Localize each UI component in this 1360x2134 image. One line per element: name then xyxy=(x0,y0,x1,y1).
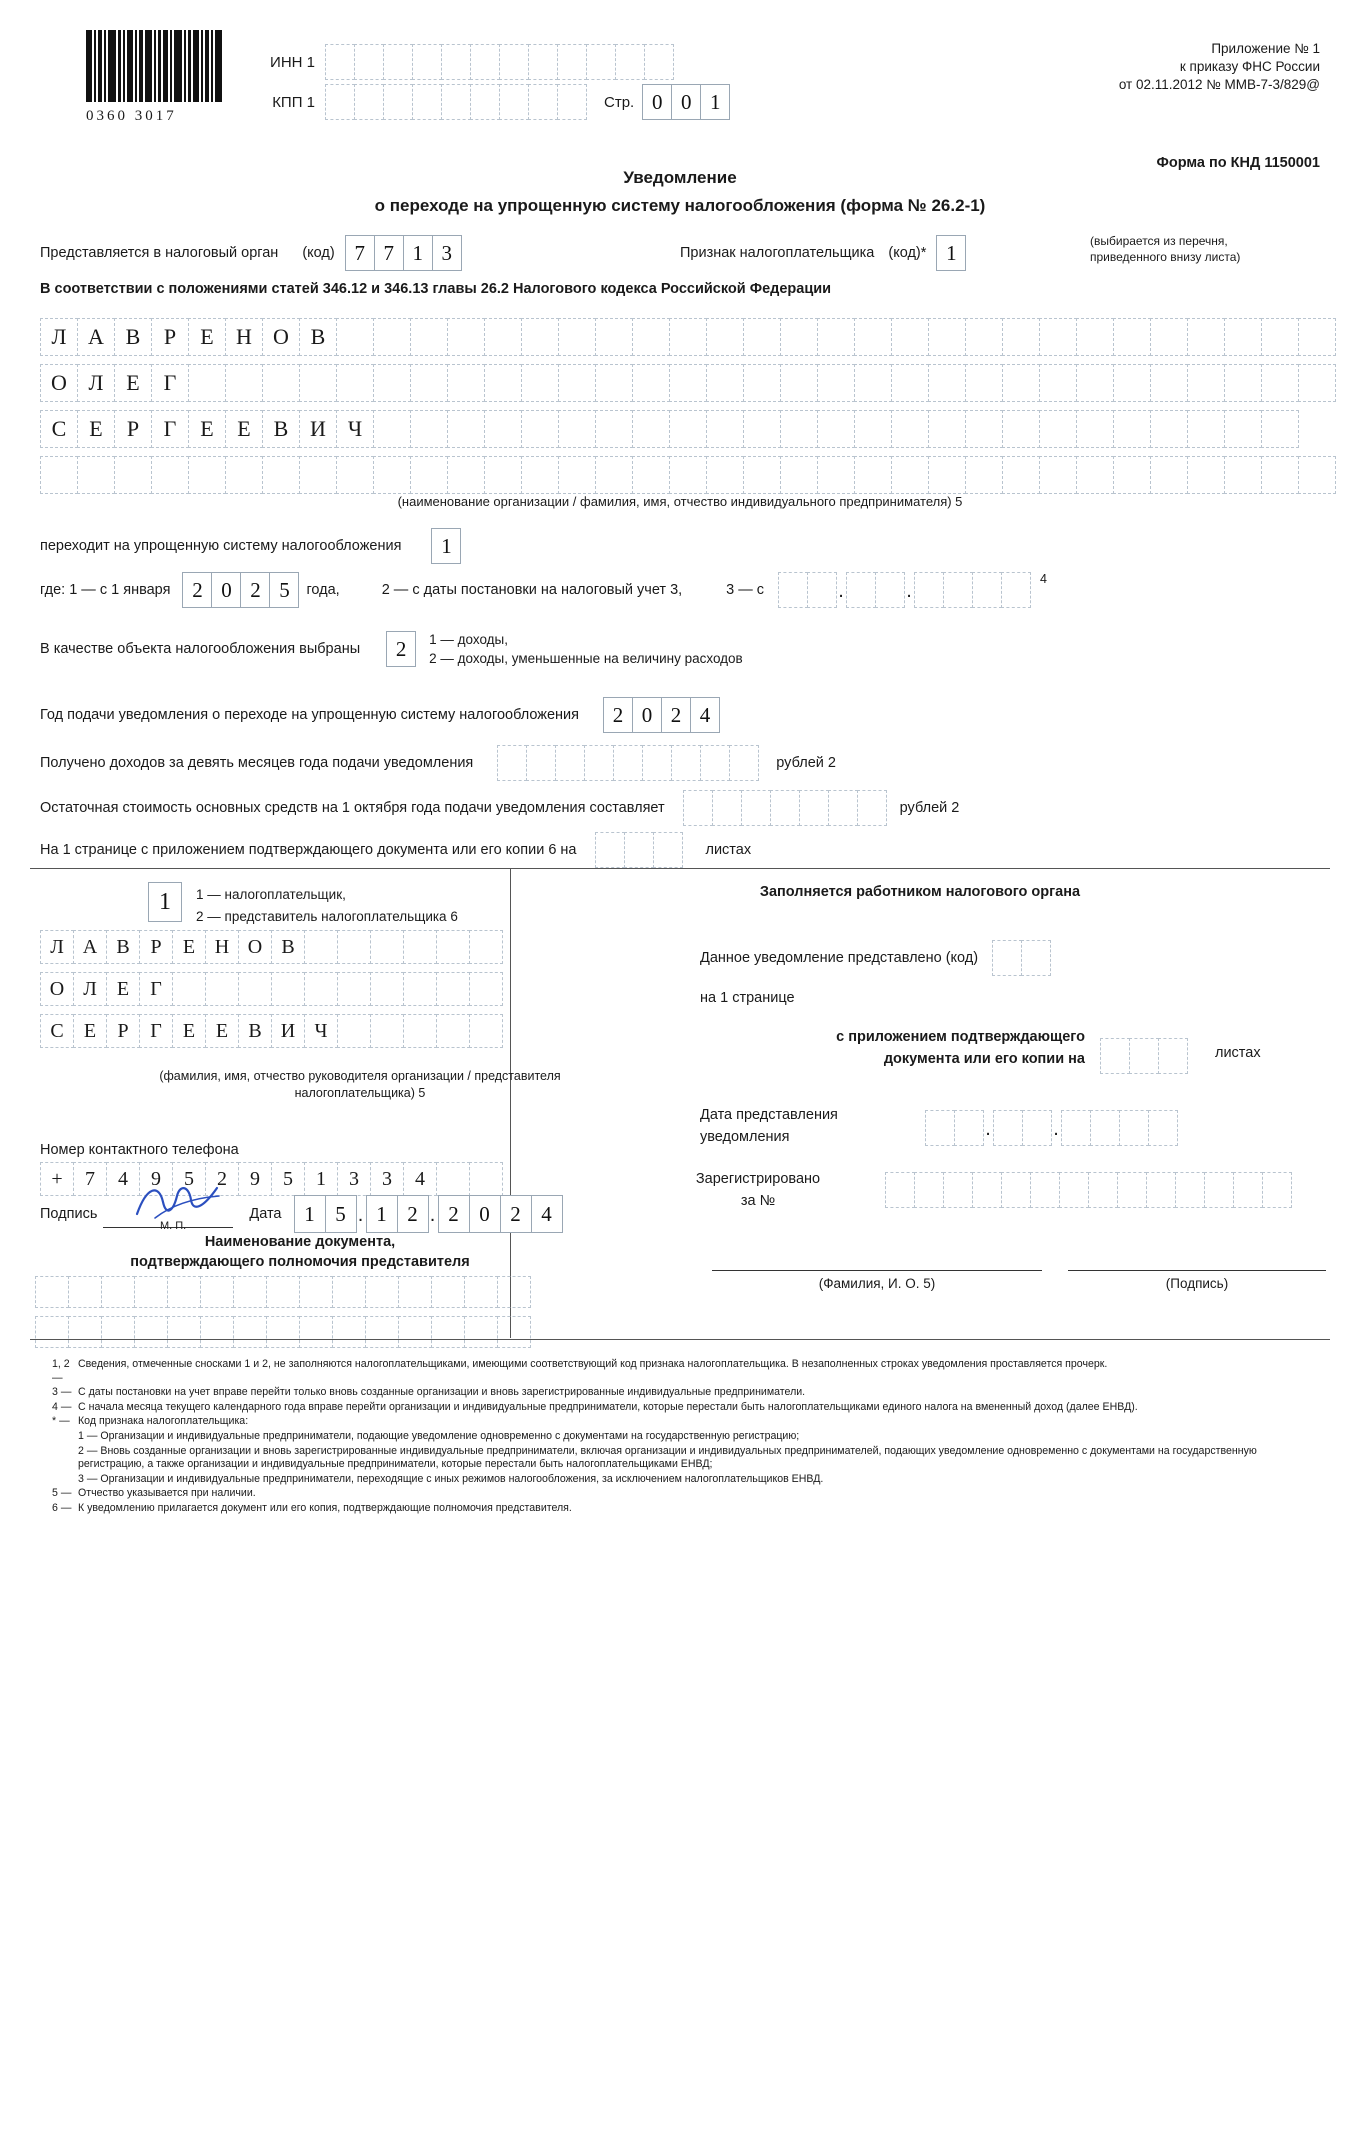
confirm-selector-input[interactable]: 1 xyxy=(148,882,181,922)
taxpayer-sign-code-label: (код)* xyxy=(888,245,927,261)
signature-label: Подпись xyxy=(40,1206,98,1222)
footnote-item xyxy=(52,1401,1322,1415)
transition-year-input[interactable]: 2 0 2 5 xyxy=(182,572,298,608)
tax-office-row xyxy=(40,235,461,271)
office-date-label-2: уведомления xyxy=(700,1129,790,1145)
hint-line-2: приведенного внизу листа) xyxy=(1090,250,1241,264)
office-registered-labels xyxy=(668,1168,848,1212)
office-submitted-row xyxy=(700,940,1050,976)
office-sign-line xyxy=(1068,1270,1326,1271)
footnote-text: 3 — Организации и индивидуальные предприниматели, переходящие с иных режимов налогообложения, за исключением налогоплательщиков ЕНВД. xyxy=(78,1472,824,1485)
signature-scribble-icon xyxy=(133,1178,223,1222)
rep-name-row-2[interactable]: О Л Е Г xyxy=(40,972,502,1006)
kpp-input[interactable] xyxy=(325,84,586,120)
appendix-line-2: к приказу ФНС России xyxy=(1179,59,1320,74)
footnote-text: Сведения, отмеченные сносками 1 и 2, не заполняются налогоплательщиками, имеющими соответствующий код признака налогоплательщика. В незаполненных строках уведомления проставляется прочерк. xyxy=(78,1358,1108,1370)
footnote-item xyxy=(52,1487,1322,1501)
date-label: Дата xyxy=(249,1206,282,1222)
transition-input[interactable]: 1 xyxy=(431,528,460,564)
footnote-item xyxy=(78,1445,1322,1472)
signature-date-input[interactable]: 1 5 . 1 2 . 2 0 2 4 xyxy=(294,1195,562,1233)
transition-label: переходит на упрощенную систему налогообложения xyxy=(40,538,402,554)
office-header: Заполняется работником налогового органа xyxy=(759,884,1081,900)
rep-name-row-1[interactable]: Л А В Р Е Н О В xyxy=(40,930,502,964)
office-registered-label-1: Зарегистрировано xyxy=(695,1171,821,1187)
office-registered-input[interactable] xyxy=(885,1172,1291,1208)
representative-name-grid[interactable] xyxy=(40,930,502,1056)
residual-units: рублей 2 xyxy=(899,800,960,816)
office-attachment-label-2: документа или его копии на xyxy=(883,1051,1085,1067)
seal-label: М. П. xyxy=(160,1220,187,1232)
appendix-line-3: от 02.11.2012 № ММВ-7-3/829@ xyxy=(1118,77,1320,92)
tax-office-code-input[interactable]: 7 7 1 3 xyxy=(345,235,461,271)
pages-units: листах xyxy=(705,842,752,858)
object-row xyxy=(40,630,743,668)
pages-input[interactable] xyxy=(595,832,682,868)
hint-line-1: (выбирается из перечня, xyxy=(1090,234,1228,248)
object-input[interactable]: 2 xyxy=(386,631,415,667)
taxpayer-sign-hint xyxy=(1090,233,1240,265)
transition-option-2: 2 — с даты постановки на налоговый учет 3, xyxy=(381,582,683,598)
office-attachment-labels xyxy=(725,1026,1085,1070)
footnote-text: К уведомлению прилагается документ или его копия, подтверждающие полномочия представителя. xyxy=(78,1501,572,1514)
footnote-item xyxy=(52,1358,1322,1385)
year-filed-row xyxy=(40,697,719,733)
office-submitted-label: Данное уведомление представлено (код) xyxy=(700,950,979,966)
rep-caption-1: (фамилия, имя, отчество руководителя организации / представителя xyxy=(159,1069,561,1083)
office-fio-line xyxy=(712,1270,1042,1271)
inn-input[interactable] xyxy=(325,44,673,80)
footnote-item xyxy=(52,1386,1322,1400)
footnote-item xyxy=(78,1473,1322,1487)
appendix-line-1: Приложение № 1 xyxy=(1211,41,1320,56)
income-units: рублей 2 xyxy=(776,755,836,771)
transition-where-row xyxy=(40,572,1047,608)
office-attachment-label-1: с приложением подтверждающего xyxy=(836,1029,1085,1045)
rep-caption-2: налогоплательщика) 5 xyxy=(294,1086,426,1100)
phone-label: Номер контактного телефона xyxy=(40,1142,239,1158)
org-name-row-3[interactable]: С Е Р Г Е Е В И Ч xyxy=(40,410,1335,448)
year-filed-label: Год подачи уведомления о переходе на упрощенную систему налогообложения xyxy=(40,707,579,723)
footnote-item xyxy=(52,1415,1322,1429)
footnote-key: 3 — xyxy=(52,1386,72,1399)
office-on-page-label: на 1 странице xyxy=(700,990,795,1006)
taxpayer-sign-row xyxy=(680,235,965,271)
frame-divider xyxy=(510,868,511,1338)
footnote-key: 5 — xyxy=(52,1487,72,1500)
barcode xyxy=(86,30,224,125)
doc-title-1: Наименование документа, xyxy=(204,1234,396,1250)
footnote-text: 2 — Вновь созданные организации и вновь зарегистрированные индивидуальные предприниматели, включая организации и индивидуальных предпринимателей, подающих уведомление одновременно с документами на государственную регистрацию, а также организации и индивидуальные предприниматели, которые перестали быть налогоплательщиками ЕНВД; xyxy=(78,1444,1257,1471)
page-label: Стр. xyxy=(604,93,635,111)
barcode-number: 0360 3017 xyxy=(86,108,177,124)
footnote-text: С начала месяца текущего календарного года вправе перейти организации и индивидуальные предприниматели, которые перестали быть налогоплательщиками единого налога на вмененный доход (далее ЕНВД). xyxy=(78,1400,1138,1413)
footnote-item xyxy=(52,1502,1322,1516)
form-title-line1: Уведомление xyxy=(623,168,737,187)
transition-date-input[interactable]: . . xyxy=(778,572,1030,608)
office-attachment-input[interactable] xyxy=(1100,1038,1187,1074)
taxpayer-sign-input[interactable]: 1 xyxy=(936,235,965,271)
org-name-row-4[interactable] xyxy=(40,456,1335,494)
inn-row xyxy=(255,44,673,80)
form-title-line2: о переходе на упрощенную систему налогообложения (форма № 26.2-1) xyxy=(374,196,986,215)
footnotes xyxy=(52,1358,1322,1517)
org-name-grid[interactable] xyxy=(40,318,1335,502)
transition-option-3: 3 — с xyxy=(726,582,765,598)
phone-input[interactable]: + 7 4 9 5 2 9 5 1 3 3 4 xyxy=(40,1162,502,1196)
footnote-key: * — xyxy=(52,1415,70,1428)
footnote-text: Отчество указывается при наличии. xyxy=(78,1487,256,1500)
office-date-labels xyxy=(700,1104,838,1148)
object-label: В качестве объекта налогообложения выбраны xyxy=(40,641,361,657)
residual-row xyxy=(40,790,959,826)
knd-code: Форма по КНД 1150001 xyxy=(1156,155,1320,171)
inn-label: ИНН 1 xyxy=(270,53,315,71)
confirm-selector-row xyxy=(148,882,181,922)
taxpayer-sign-label: Признак налогоплательщика xyxy=(680,245,875,261)
office-date-input[interactable]: . . xyxy=(925,1110,1177,1146)
income-label: Получено доходов за девять месяцев года подачи уведомления xyxy=(40,755,474,771)
object-option-1: 1 — доходы, xyxy=(429,632,509,647)
signature-date-row xyxy=(40,1195,562,1233)
org-name-row-1[interactable]: Л А В Р Е Н О В xyxy=(40,318,1335,356)
org-name-caption: (наименование организации / фамилия, имя, отчество индивидуального предпринимателя) 5 xyxy=(397,494,963,509)
confirm-option-2: 2 — представитель налогоплательщика 6 xyxy=(196,909,458,924)
doc-name-grid[interactable] xyxy=(35,1276,530,1356)
footnote-text: С даты постановки на учет вправе перейти только вновь созданные организации и вновь зарегистрированные индивидуальные предприниматели. xyxy=(78,1386,806,1399)
confirm-options xyxy=(196,884,458,928)
footnote-text: 1 — Организации и индивидуальные предприниматели, подающие уведомление одновременно с документами на государственную регистрацию; xyxy=(78,1429,800,1442)
transition-row xyxy=(40,528,460,564)
office-attachment-units: листах xyxy=(1215,1045,1261,1061)
year-filed-input[interactable]: 2 0 2 4 xyxy=(603,697,719,733)
where-label: где: 1 — с 1 января xyxy=(40,582,171,598)
pages-row xyxy=(40,832,751,868)
transition-footnote: 4 xyxy=(1040,572,1047,586)
rep-name-row-3[interactable]: С Е Р Г Е Е В И Ч xyxy=(40,1014,502,1048)
doc-name-row-1[interactable] xyxy=(35,1276,530,1308)
office-fio-caption: (Фамилия, И. О. 5) xyxy=(818,1276,936,1291)
tax-office-label: Представляется в налоговый орган xyxy=(40,245,279,261)
office-submitted-input[interactable] xyxy=(992,940,1050,976)
tax-office-code-label: (код) xyxy=(302,245,335,261)
barcode-bars xyxy=(86,30,224,102)
residual-input[interactable] xyxy=(683,790,886,826)
footnote-key: 4 — xyxy=(52,1400,72,1413)
income-input[interactable] xyxy=(497,745,758,781)
statute-text: В соответствии с положениями статей 346.12 и 346.13 главы 26.2 Налогового кодекса Российской Федерации xyxy=(40,281,832,297)
org-name-row-2[interactable]: О Л Е Г xyxy=(40,364,1335,402)
office-registered-label-2: за № xyxy=(740,1193,776,1209)
kpp-label: КПП 1 xyxy=(272,93,315,111)
footnote-key: 1, 2 — xyxy=(52,1358,70,1384)
confirm-option-1: 1 — налогоплательщик, xyxy=(196,887,346,902)
income-row xyxy=(40,745,836,781)
year-suffix: года, xyxy=(306,582,340,598)
footnote-item xyxy=(78,1430,1322,1444)
page-number-input[interactable]: 0 0 1 xyxy=(642,84,729,120)
residual-label: Остаточная стоимость основных средств на 1 октября года подачи уведомления составляет xyxy=(40,800,665,816)
doc-title-2: подтверждающего полномочия представителя xyxy=(130,1254,470,1270)
footnote-key: 6 — xyxy=(52,1501,72,1514)
kpp-row xyxy=(255,84,729,120)
doc-title xyxy=(90,1232,510,1272)
office-sign-caption: (Подпись) xyxy=(1165,1276,1229,1291)
object-option-2: 2 — доходы, уменьшенные на величину расходов xyxy=(429,651,743,666)
office-date-label-1: Дата представления xyxy=(700,1107,838,1123)
footnote-text: Код признака налогоплательщика: xyxy=(78,1415,249,1428)
pages-label: На 1 странице с приложением подтверждающего документа или его копии 6 на xyxy=(40,842,577,858)
representative-caption xyxy=(40,1068,680,1102)
doc-name-row-2[interactable] xyxy=(35,1316,530,1348)
appendix-block xyxy=(1119,40,1320,94)
